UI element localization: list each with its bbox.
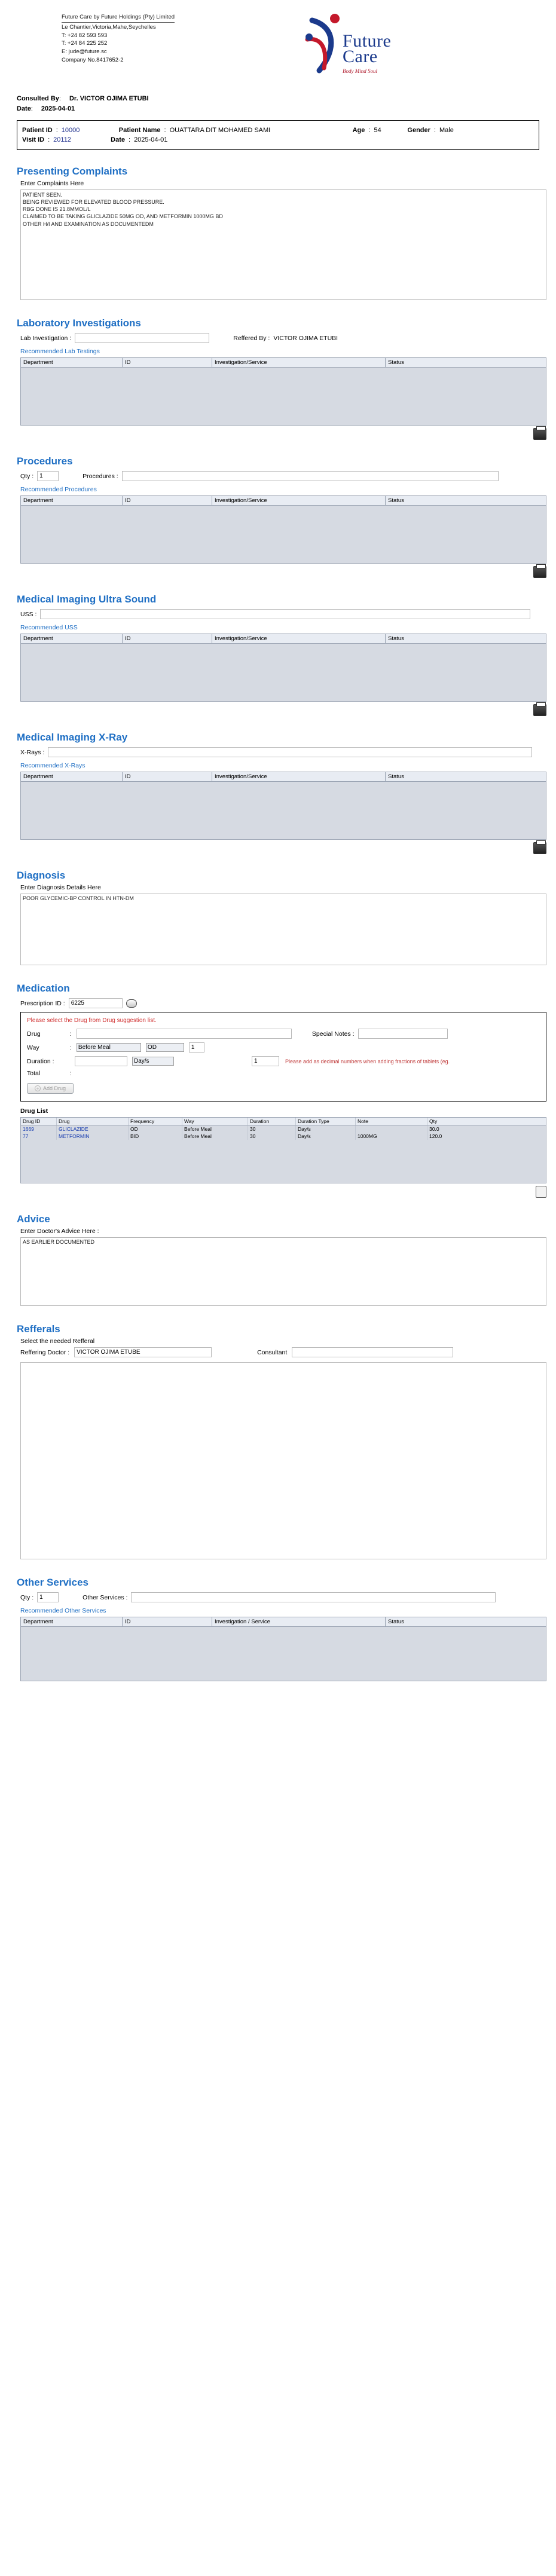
drug-row-duration: 30 [248,1125,296,1133]
consultation-meta [17,88,539,117]
drug-grid-rows [21,1125,546,1183]
drug-grid-header [21,1118,546,1125]
drug-col-frequency: Frequency [129,1118,182,1125]
drug-row: Drug : Special Notes : [27,1029,540,1039]
total-row: Total : [27,1070,72,1077]
drug-col-duration-type: Duration Type [296,1118,356,1125]
drug-row-qty: 30.0 [429,1126,439,1132]
prescription-id-row [20,998,539,1008]
section-title-other-services: Other Services [17,1577,89,1588]
special-notes-input[interactable] [358,1029,448,1039]
procedures-grid-body[interactable] [21,506,546,563]
procedures-grid-header [21,496,546,506]
procedures-input[interactable] [122,471,499,481]
drug-label: Drug [27,1030,41,1038]
referring-doctor-label: Reffering Doctor : [20,1348,70,1356]
duration-input[interactable] [75,1056,127,1066]
clinic-address: Le Chantier,Victoria,Mahe,Seychelles [62,23,156,30]
consultant-input[interactable] [292,1347,453,1357]
page-header [17,0,539,88]
duration-row [27,1056,540,1066]
xray-col-status: Status [388,773,404,780]
lab-results-grid [20,357,546,426]
xray-col-service: Investigation/Service [212,772,386,781]
way-qty-input[interactable] [189,1042,204,1053]
patient-info-box [17,120,539,150]
recommended-other-services-link[interactable]: Recommended Other Services [20,1607,106,1614]
drug-row-qty: 120.0 [429,1133,442,1139]
other-services-grid [20,1617,546,1681]
section-title-referrals: Refferals [17,1323,60,1335]
referring-doctor-input[interactable] [74,1347,212,1357]
patient-id-label: Patient ID [22,127,53,134]
uss-field-label: USS : [20,610,37,618]
pill-icon [126,999,137,1008]
recommended-uss-link[interactable]: Recommended USS [20,624,78,631]
drug-row-duration: 30 [248,1133,296,1140]
drug-row-way: Before Meal [182,1125,248,1133]
duration-note: Please add as decimal numbers when adding fractions of tablets (eg. [285,1058,450,1064]
drug-row-frequency: BID [129,1133,182,1140]
lab-input-row [20,333,539,343]
section-title-lab: Laboratory Investigations [17,317,141,329]
other-services-col-department: Department [21,1617,123,1626]
complaints-textarea[interactable] [20,189,546,300]
procedures-col-department: Department [21,496,123,505]
patient-name-label: Patient Name [118,127,161,134]
lab-grid-body[interactable] [21,368,546,425]
other-services-col-status: Status [388,1619,404,1625]
duration-number-input[interactable] [252,1056,279,1066]
visit-date-label: Date [111,136,125,143]
table-row[interactable] [21,1125,546,1133]
gender-value: Male [439,127,454,134]
procedures-col-id: ID [123,496,212,505]
procedures-qty-input[interactable] [37,471,59,481]
recommended-xrays-link[interactable]: Recommended X-Rays [20,762,85,769]
way-select[interactable] [77,1043,141,1052]
advice-subtitle: Enter Doctor's Advice Here : [20,1228,99,1235]
clipboard-icon[interactable] [536,1186,546,1198]
way-row: Way : Before Meal OD 1 [27,1042,540,1053]
other-services-grid-body[interactable] [21,1627,546,1681]
print-icon[interactable] [533,566,546,578]
lab-col-status: Status [388,359,404,366]
prescription-id-label: Prescription ID : [20,999,65,1007]
procedures-field-label: Procedures : [83,472,118,480]
consulted-by-prefix: Dr. [69,95,78,102]
xray-col-department: Department [21,772,123,781]
drug-col-duration: Duration [248,1118,296,1125]
consulted-by-label: Consulted By [17,95,59,102]
table-row[interactable] [21,1133,546,1140]
other-services-col-service: Investigation / Service [212,1617,386,1626]
consulted-by-value: VICTOR OJIMA ETUBI [80,95,149,102]
drug-row-name: METFORMIN [57,1133,129,1140]
uss-col-id: ID [123,634,212,643]
xray-grid [20,772,546,840]
plus-icon: + [35,1085,41,1091]
drug-row-id: 77 [21,1133,57,1140]
consultation-date-label: Date [17,105,31,112]
uss-grid-body[interactable] [21,644,546,701]
logo-tagline: Body Mind Soul [343,68,377,74]
print-icon[interactable] [533,704,546,716]
diagnosis-textarea[interactable] [20,894,546,965]
drug-grid-empty-space[interactable] [21,1140,546,1183]
frequency-select[interactable] [146,1043,184,1052]
other-services-input[interactable] [131,1592,496,1602]
logo-text-future: Future [343,31,392,51]
drug-row-way: Before Meal [182,1133,248,1140]
consulted-by-row: Consulted By: Dr. VICTOR OJIMA ETUBI [17,95,149,102]
drug-list-grid [20,1117,546,1183]
add-drug-button-label: Add Drug [42,1085,66,1091]
logo-wordmark [343,31,391,74]
procedures-input-row [20,471,539,481]
diagnosis-subtitle: Enter Diagnosis Details Here [20,884,101,891]
drug-row-note [356,1125,427,1133]
lab-referred-by-label: Reffered By : [233,334,270,342]
age-label: Age [352,127,365,134]
xray-grid-body[interactable] [21,782,546,839]
lab-col-id: ID [123,358,212,367]
procedures-qty-label: Qty : [20,472,34,480]
procedures-print-row [20,566,546,578]
recommended-lab-testings-link[interactable]: Recommended Lab Testings [20,348,100,355]
clinic-name: Future Care by Future Holdings (Pty) Limited [62,13,175,23]
duration-type-select[interactable] [132,1057,174,1066]
recommended-procedures-link[interactable]: Recommended Procedures [20,486,97,493]
drug-row-duration-type: Day/s [296,1125,356,1133]
xray-field-label: X-Rays : [20,748,45,756]
xray-print-row [20,842,546,854]
prescription-id-input[interactable] [69,998,123,1008]
clinic-company-no: Company No.8417652-2 [62,56,124,63]
drug-row-frequency: OD [129,1125,182,1133]
visit-id-value: 20112 [53,136,71,143]
logo-text-care: Care [343,47,378,66]
uss-col-status: Status [388,635,404,642]
xray-input[interactable] [48,747,532,757]
complaints-subtitle: Enter Complaints Here [20,180,84,187]
lab-investigation-input[interactable] [75,333,209,343]
other-services-qty-label: Qty : [20,1593,34,1601]
drug-list-label: Drug List [20,1108,48,1115]
lab-col-department: Department [21,358,123,367]
print-icon[interactable] [533,842,546,854]
referrals-input-row [20,1347,539,1357]
procedures-grid [20,495,546,564]
drug-row-duration-type: Day/s [296,1133,356,1140]
section-title-medication: Medication [17,983,70,994]
lab-grid-header [21,358,546,368]
print-icon[interactable] [533,428,546,440]
other-services-input-row [20,1592,539,1602]
lab-print-row [20,428,546,440]
drug-col-way: Way [182,1118,248,1125]
medication-entry-panel [20,1012,546,1102]
other-services-grid-header [21,1617,546,1627]
consultation-date-row: Date: 2025-04-01 [17,105,75,112]
lab-investigation-label: Lab Investigation : [20,334,72,342]
uss-col-department: Department [21,634,123,643]
drug-row-name: GLICLAZIDE [57,1125,129,1133]
other-services-qty-input[interactable] [37,1592,59,1602]
advice-textarea[interactable] [20,1237,546,1306]
visit-id-label: Visit ID [22,136,45,143]
lab-referred-by-value: VICTOR OJIMA ETUBI [273,334,338,342]
patient-info-row-2: Visit ID : 20112 Date : 2025-04-01 [22,136,168,143]
patient-info-row-1: Patient ID : 10000 Patient Name : OUATTARA DIT MOHAMED SAMI Age : 54 Gender : Male [22,127,454,134]
clinic-tel-1: T: +24 82 593 593 [62,32,108,39]
uss-input-row [20,609,539,619]
section-title-procedures: Procedures [17,455,73,467]
uss-col-service: Investigation/Service [212,634,386,643]
gender-label: Gender [407,127,430,134]
uss-print-row [20,704,546,716]
logo-swoosh-icon [304,13,346,79]
age-value: 54 [374,127,381,134]
drug-col-drug: Drug [57,1118,129,1125]
duration-label: Duration : [27,1057,54,1065]
logo [298,13,426,85]
procedures-col-status: Status [388,497,404,504]
referrals-textarea[interactable] [20,1362,546,1559]
drug-input[interactable] [77,1029,292,1039]
visit-date-value: 2025-04-01 [134,136,168,143]
medication-note-row [20,1186,546,1198]
special-notes-label: Special Notes : [311,1030,355,1038]
xray-col-id: ID [123,772,212,781]
way-label: Way [27,1044,39,1051]
clinic-tel-2: T: +24 84 225 252 [62,40,108,47]
other-services-col-id: ID [123,1617,212,1626]
uss-grid-header [21,634,546,644]
medication-warning: Please select the Drug from Drug suggestion list. [27,1017,157,1024]
clinic-contact-block [17,13,274,65]
drug-row-id: 1669 [21,1125,57,1133]
section-title-xray: Medical Imaging X-Ray [17,732,128,743]
consultation-date-value: 2025-04-01 [41,105,75,112]
procedures-col-service: Investigation/Service [212,496,386,505]
clinic-email: E: jude@future.sc [62,48,107,56]
xray-input-row [20,747,539,757]
section-title-advice: Advice [17,1213,50,1225]
drug-col-note: Note [356,1118,427,1125]
referrals-subtitle: Select the needed Refferal [20,1338,95,1345]
consultant-label: Consultant [257,1348,288,1356]
patient-id-value: 10000 [61,127,80,134]
drug-row-note: 1000MG [356,1133,427,1140]
total-label: Total [27,1070,41,1077]
uss-input[interactable] [40,609,530,619]
drug-col-id: Drug ID [21,1118,57,1125]
section-title-complaints: Presenting Complaints [17,166,128,177]
other-services-field-label: Other Services : [83,1593,128,1601]
section-title-uss: Medical Imaging Ultra Sound [17,593,157,605]
add-drug-button[interactable] [27,1083,74,1094]
lab-col-service: Investigation/Service [212,358,386,367]
section-title-diagnosis: Diagnosis [17,870,66,881]
patient-name-value: OUATTARA DIT MOHAMED SAMI [169,127,271,134]
uss-grid [20,634,546,702]
drug-col-qty: Qty [429,1118,438,1124]
xray-grid-header [21,772,546,782]
